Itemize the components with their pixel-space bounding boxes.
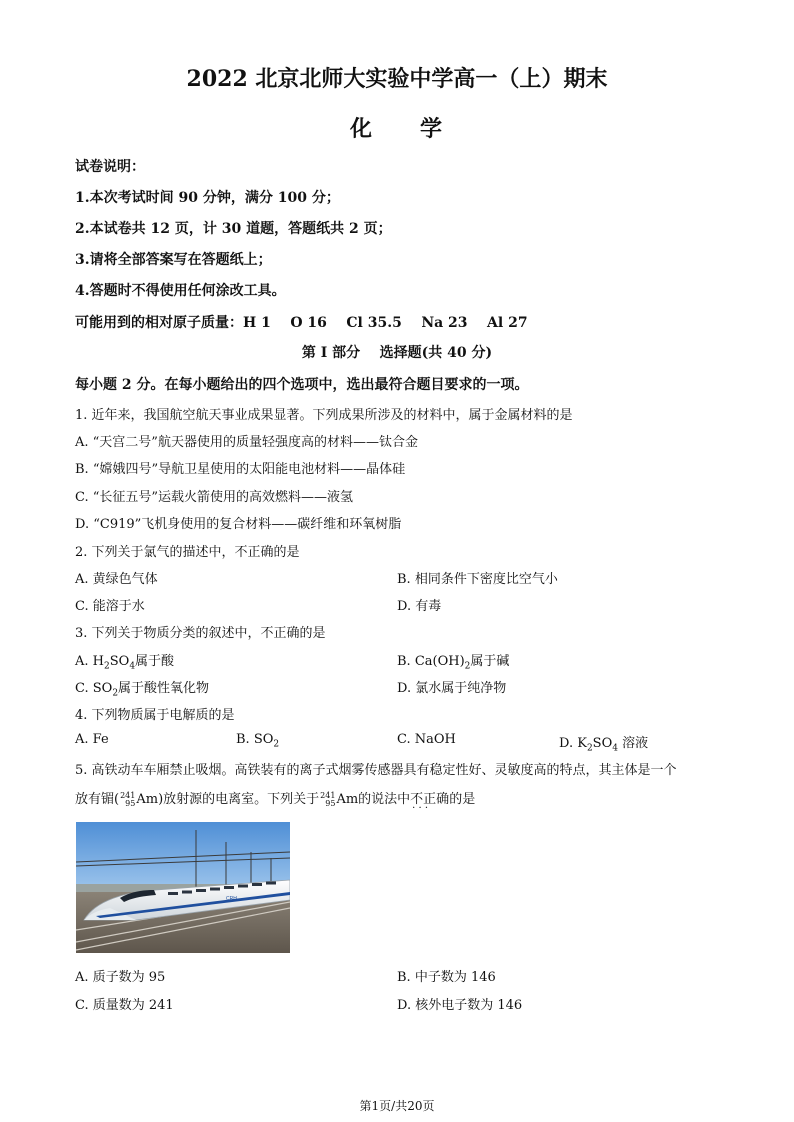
question-4-option-d: D. $K_2SO_4$ 溶液 bbox=[559, 736, 649, 754]
question-3-stem: 3. 下列关于物质分类的叙述中，不正确的是 bbox=[75, 626, 326, 641]
question-5-stem-line-1: 5. 高铁动车车厢禁止吸烟。高铁装有的离子式烟雾传感器具有稳定性好、灵敏度高的特点，其主体是一个 bbox=[75, 763, 677, 778]
subject-char-1: 化 bbox=[349, 116, 374, 142]
high-speed-train-image bbox=[76, 822, 290, 953]
question-4-option-c: C. NaOH bbox=[397, 732, 456, 747]
question-2-option-a: A. 黄绿色气体 bbox=[75, 572, 158, 587]
question-3-option-a: A. $H_2SO_4$属于酸 bbox=[75, 654, 175, 672]
section-title: 第 I 部分 选择题(共 40 分) bbox=[301, 345, 493, 361]
question-2-option-c: C. 能溶于水 bbox=[75, 599, 145, 614]
question-5-option-b: B. 中子数为 146 bbox=[397, 970, 496, 985]
question-3-option-b: B. $Ca(OH)_2$属于碱 bbox=[397, 654, 510, 672]
question-4-option-b: B. $SO_2$ bbox=[236, 732, 280, 750]
emphasis-text: 不正确 · · · bbox=[410, 792, 449, 807]
question-1-option-a: A. “天宫二号”航天器使用的质量轻强度高的材料——钛合金 bbox=[75, 435, 418, 450]
question-1-option-b: B. “嫦娥四号”导航卫星使用的太阳能电池材料——晶体硅 bbox=[75, 462, 406, 477]
question-2-option-d: D. 有毒 bbox=[397, 599, 442, 614]
question-5-stem-line-2: 放有镅( 241 95 Am)放射源的电离室。下列关于 241 95 Am的说法中不正确 · · ·的是 bbox=[75, 788, 475, 808]
instructions-heading: 试卷说明： bbox=[75, 159, 145, 175]
question-5-option-d: D. 核外电子数为 146 bbox=[397, 998, 523, 1013]
subject-title bbox=[0, 112, 794, 143]
page-number: 第1页/共20页 bbox=[359, 1099, 435, 1113]
question-5-option-a: A. 质子数为 95 bbox=[75, 970, 166, 985]
question-2-option-b: B. 相同条件下密度比空气小 bbox=[397, 572, 558, 587]
question-1-option-d: D. “C919”飞机身使用的复合材料——碳纤维和环氧树脂 bbox=[75, 517, 402, 532]
question-4-stem: 4. 下列物质属于电解质的是 bbox=[75, 708, 235, 723]
question-1-stem: 1. 近年来，我国航空航天事业成果显著。下列成果所涉及的材料中，属于金属材料的是 bbox=[75, 408, 573, 423]
instruction-item: 4.答题时不得使用任何涂改工具。 bbox=[75, 283, 286, 299]
isotope-notation: 241 95 bbox=[120, 790, 136, 808]
question-5-option-c: C. 质量数为 241 bbox=[75, 998, 174, 1013]
question-3-option-c: C. $SO_2$属于酸性氧化物 bbox=[75, 681, 210, 699]
exam-title: 2022 北京北师大实验中学高一（上）期末 bbox=[186, 66, 608, 92]
question-3-option-d: D. 氯水属于纯净物 bbox=[397, 681, 507, 696]
question-4-option-a: A. Fe bbox=[75, 732, 109, 747]
instruction-item: 1.本次考试时间 90 分钟，满分 100 分； bbox=[75, 190, 340, 206]
subject-char-2: 学 bbox=[420, 116, 445, 142]
question-1-option-c: C. “长征五号”运载火箭使用的高效燃料——液氢 bbox=[75, 490, 354, 505]
atomic-masses: 可能用到的相对原子质量：H 1 O 16 Cl 35.5 Na 23 Al 27 bbox=[75, 315, 528, 331]
instruction-item: 3.请将全部答案写在答题纸上； bbox=[75, 252, 272, 268]
question-2-stem: 2. 下列关于氯气的描述中，不正确的是 bbox=[75, 545, 300, 560]
instruction-item: 2.本试卷共 12 页，计 30 道题，答题纸共 2 页； bbox=[75, 221, 392, 237]
section-instruction: 每小题 2 分。在每小题给出的四个选项中，选出最符合题目要求的一项。 bbox=[75, 377, 529, 393]
isotope-notation: 241 95 bbox=[320, 790, 336, 808]
svg-text:CRH: CRH bbox=[226, 896, 237, 902]
